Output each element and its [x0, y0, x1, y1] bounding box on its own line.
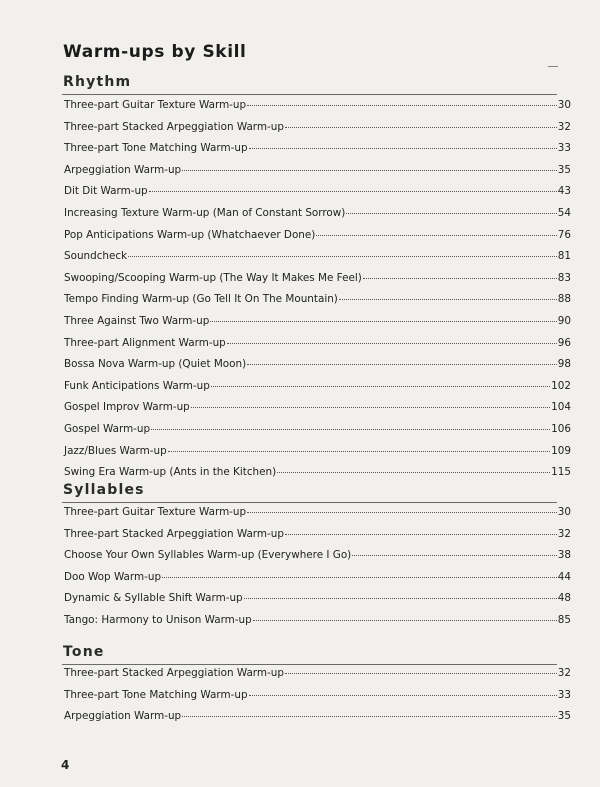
- section-rule: [62, 664, 557, 665]
- section-heading-syllables: Syllables: [63, 482, 145, 498]
- entry-title: Arpeggiation Warm-up: [64, 710, 182, 723]
- entry-page-number: 102: [551, 379, 571, 392]
- dot-leader: [277, 472, 550, 473]
- entry-title: Arpeggiation Warm-up: [64, 163, 182, 176]
- dot-leader: [182, 716, 557, 717]
- dot-leader: [247, 105, 557, 106]
- entry-title: Doo Wop Warm-up: [64, 570, 162, 583]
- entry-page-number: 90: [557, 314, 571, 327]
- entry-page-number: 30: [557, 99, 571, 111]
- toc-entry: [64, 207, 571, 229]
- entry-title: Funk Anticipations Warm-up: [64, 379, 210, 392]
- dot-leader: [149, 191, 557, 192]
- edge-mark: [548, 66, 558, 67]
- toc-entry: [64, 142, 571, 164]
- toc-entry: [64, 528, 571, 550]
- toc-entry: [64, 506, 571, 528]
- entry-page-number: 38: [557, 549, 571, 562]
- section-heading-tone: Tone: [63, 644, 105, 660]
- toc-entry: [64, 99, 571, 121]
- section-heading-rhythm: Rhythm: [63, 74, 132, 90]
- toc-entry-list: [64, 667, 571, 732]
- entry-page-number: 96: [557, 336, 571, 349]
- dot-leader: [285, 534, 557, 535]
- section-rule: [62, 94, 557, 95]
- toc-entry: [64, 293, 571, 315]
- toc-entry: [64, 380, 571, 402]
- entry-title: Gospel Improv Warm-up: [64, 401, 190, 414]
- entry-title: Dynamic & Syllable Shift Warm-up: [64, 592, 243, 605]
- entry-page-number: 35: [557, 163, 571, 176]
- dot-leader: [128, 256, 557, 257]
- entry-page-number: 35: [557, 710, 571, 723]
- entry-page-number: 32: [557, 667, 571, 679]
- dot-leader: [244, 598, 557, 599]
- toc-entry: [64, 689, 571, 711]
- entry-title: Choose Your Own Syllables Warm-up (Everywhere I Go): [64, 549, 352, 562]
- entry-title: Jazz/Blues Warm-up: [64, 444, 167, 457]
- dot-leader: [168, 451, 550, 452]
- dot-leader: [316, 235, 556, 236]
- entry-title: Increasing Texture Warm-up (Man of Constant Sorrow): [64, 206, 346, 219]
- entry-page-number: 76: [557, 228, 571, 241]
- entry-title: Swing Era Warm-up (Ants in the Kitchen): [64, 466, 277, 479]
- dot-leader: [285, 127, 557, 128]
- dot-leader: [249, 148, 557, 149]
- toc-entry: [64, 229, 571, 251]
- toc-entry: [64, 272, 571, 294]
- toc-entry: [64, 337, 571, 359]
- toc-entry: [64, 358, 571, 380]
- entry-page-number: 32: [557, 527, 571, 540]
- entry-title: Three Against Two Warm-up: [64, 314, 210, 327]
- toc-entry: [64, 614, 571, 636]
- toc-entry: [64, 571, 571, 593]
- entry-title: Bossa Nova Warm-up (Quiet Moon): [64, 358, 247, 371]
- toc-entry: [64, 315, 571, 337]
- entry-title: Pop Anticipations Warm-up (Whatchaever Done): [64, 228, 316, 241]
- dot-leader: [285, 673, 557, 674]
- dot-leader: [210, 321, 556, 322]
- page-title: Warm-ups by Skill: [63, 42, 247, 62]
- entry-page-number: 88: [557, 293, 571, 306]
- entry-page-number: 30: [557, 506, 571, 518]
- toc-entry: [64, 445, 571, 467]
- entry-title: Three-part Tone Matching Warm-up: [64, 688, 248, 701]
- entry-title: Tempo Finding Warm-up (Go Tell It On The Mountain): [64, 293, 338, 306]
- toc-entry: [64, 185, 571, 207]
- entry-page-number: 32: [557, 120, 571, 133]
- entry-title: Three-part Guitar Texture Warm-up: [64, 99, 247, 111]
- entry-title: Three-part Guitar Texture Warm-up: [64, 506, 247, 518]
- entry-page-number: 33: [557, 142, 571, 155]
- entry-title: Soundcheck: [64, 250, 128, 263]
- dot-leader: [339, 299, 557, 300]
- entry-title: Three-part Stacked Arpeggiation Warm-up: [64, 527, 284, 540]
- entry-title: Gospel Warm-up: [64, 422, 151, 435]
- toc-entry: [64, 710, 571, 732]
- entry-page-number: 85: [557, 613, 571, 626]
- entry-title: Swooping/Scooping Warm-up (The Way It Makes Me Feel): [64, 271, 362, 284]
- entry-page-number: 83: [557, 271, 571, 284]
- entry-title: Three-part Alignment Warm-up: [64, 336, 226, 349]
- dot-leader: [247, 512, 557, 513]
- dot-leader: [182, 170, 557, 171]
- entry-page-number: 109: [551, 444, 571, 457]
- page-number: 4: [61, 758, 70, 772]
- entry-page-number: 106: [551, 422, 571, 435]
- toc-entry-list: [64, 99, 571, 488]
- toc-entry: [64, 121, 571, 143]
- toc-entry: [64, 164, 571, 186]
- entry-page-number: 115: [551, 466, 571, 479]
- entry-title: Tango: Harmony to Unison Warm-up: [64, 613, 252, 626]
- dot-leader: [162, 577, 557, 578]
- entry-page-number: 48: [557, 592, 571, 605]
- toc-entry: [64, 549, 571, 571]
- entry-page-number: 44: [557, 570, 571, 583]
- dot-leader: [227, 343, 557, 344]
- toc-entry: [64, 250, 571, 272]
- entry-title: Dit Dit Warm-up: [64, 185, 148, 198]
- section-rule: [62, 502, 557, 503]
- entry-page-number: 104: [551, 401, 571, 414]
- entry-page-number: 98: [557, 358, 571, 371]
- entry-page-number: 43: [557, 185, 571, 198]
- entry-page-number: 33: [557, 688, 571, 701]
- dot-leader: [346, 213, 556, 214]
- toc-entry: [64, 592, 571, 614]
- toc-entry-list: [64, 506, 571, 636]
- dot-leader: [211, 386, 550, 387]
- dot-leader: [363, 278, 557, 279]
- entry-page-number: 54: [557, 206, 571, 219]
- dot-leader: [247, 364, 557, 365]
- dot-leader: [151, 429, 550, 430]
- entry-title: Three-part Tone Matching Warm-up: [64, 142, 248, 155]
- toc-entry: [64, 667, 571, 689]
- dot-leader: [249, 695, 557, 696]
- entry-title: Three-part Stacked Arpeggiation Warm-up: [64, 120, 284, 133]
- entry-title: Three-part Stacked Arpeggiation Warm-up: [64, 667, 284, 679]
- toc-entry: [64, 401, 571, 423]
- toc-entry: [64, 423, 571, 445]
- dot-leader: [191, 407, 550, 408]
- dot-leader: [352, 555, 557, 556]
- entry-page-number: 81: [557, 250, 571, 263]
- dot-leader: [253, 620, 557, 621]
